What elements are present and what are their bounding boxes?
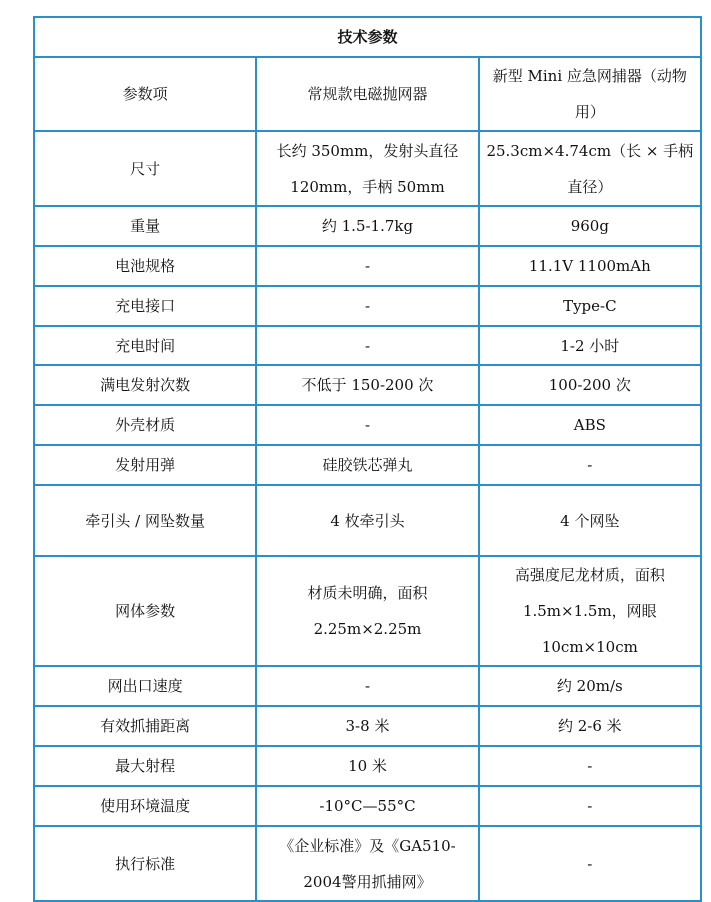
table-row [34,206,701,246]
table-row [34,746,701,786]
row-label: 充电时间 [34,326,256,365]
row-value-b: ABS [479,405,701,445]
row-label: 外壳材质 [34,405,256,445]
row-value-a: 10 米 [256,746,478,786]
row-value-a: - [256,286,478,326]
table-row [34,666,701,706]
row-label: 牵引头 / 网坠数量 [34,485,256,556]
header-param: 参数项 [34,57,256,131]
row-value-b: Type-C [479,286,701,326]
row-value-b: 960g [479,206,701,246]
row-value-a: - [256,326,478,365]
row-label: 网体参数 [34,556,256,666]
row-label: 充电接口 [34,286,256,326]
table-row [34,365,701,405]
row-label: 尺寸 [34,131,256,206]
row-value-b: - [479,826,701,901]
table-row [34,485,701,556]
table-row [34,826,701,901]
row-value-a: 长约 350mm，发射头直径120mm，手柄 50mm [256,131,478,206]
table-row [34,246,701,286]
row-value-a: 约 1.5-1.7kg [256,206,478,246]
row-label: 使用环境温度 [34,786,256,826]
table-row [34,706,701,746]
row-value-b: - [479,746,701,786]
row-label: 最大射程 [34,746,256,786]
row-label: 网出口速度 [34,666,256,706]
row-value-b: 高强度尼龙材质，面积1.5m×1.5m，网眼 10cm×10cm [479,556,701,666]
row-label: 有效抓捕距离 [34,706,256,746]
table-title: 技术参数 [34,17,701,57]
row-value-b: - [479,445,701,485]
table-row [34,445,701,485]
table-row [34,131,701,206]
table-row [34,405,701,445]
spec-table [33,16,702,902]
row-value-a: 《企业标准》及《GA510-2004警用抓捕网》 [256,826,478,901]
row-value-a: 材质未明确，面积2.25m×2.25m [256,556,478,666]
row-value-b: 约 20m/s [479,666,701,706]
table-row [34,786,701,826]
row-value-b: 25.3cm×4.74cm（长 × 手柄直径） [479,131,701,206]
header-col-b: 新型 Mini 应急网捕器（动物用） [479,57,701,131]
header-row [34,57,701,131]
row-value-a: 4 枚牵引头 [256,485,478,556]
row-value-a: 硅胶铁芯弹丸 [256,445,478,485]
row-value-a: 不低于 150-200 次 [256,365,478,405]
row-value-b: 100-200 次 [479,365,701,405]
row-label: 执行标准 [34,826,256,901]
row-value-a: - [256,666,478,706]
row-label: 电池规格 [34,246,256,286]
row-label: 满电发射次数 [34,365,256,405]
row-label: 重量 [34,206,256,246]
table-row [34,326,701,365]
row-value-a: 3-8 米 [256,706,478,746]
row-value-b: - [479,786,701,826]
table-row [34,556,701,666]
row-value-b: 约 2-6 米 [479,706,701,746]
row-value-a: - [256,405,478,445]
row-value-b: 1-2 小时 [479,326,701,365]
title-row [34,17,701,57]
row-value-b: 11.1V 1100mAh [479,246,701,286]
row-value-b: 4 个网坠 [479,485,701,556]
row-value-a: -10°C—55°C [256,786,478,826]
header-col-a: 常规款电磁抛网器 [256,57,478,131]
row-label: 发射用弹 [34,445,256,485]
table-row [34,286,701,326]
row-value-a: - [256,246,478,286]
